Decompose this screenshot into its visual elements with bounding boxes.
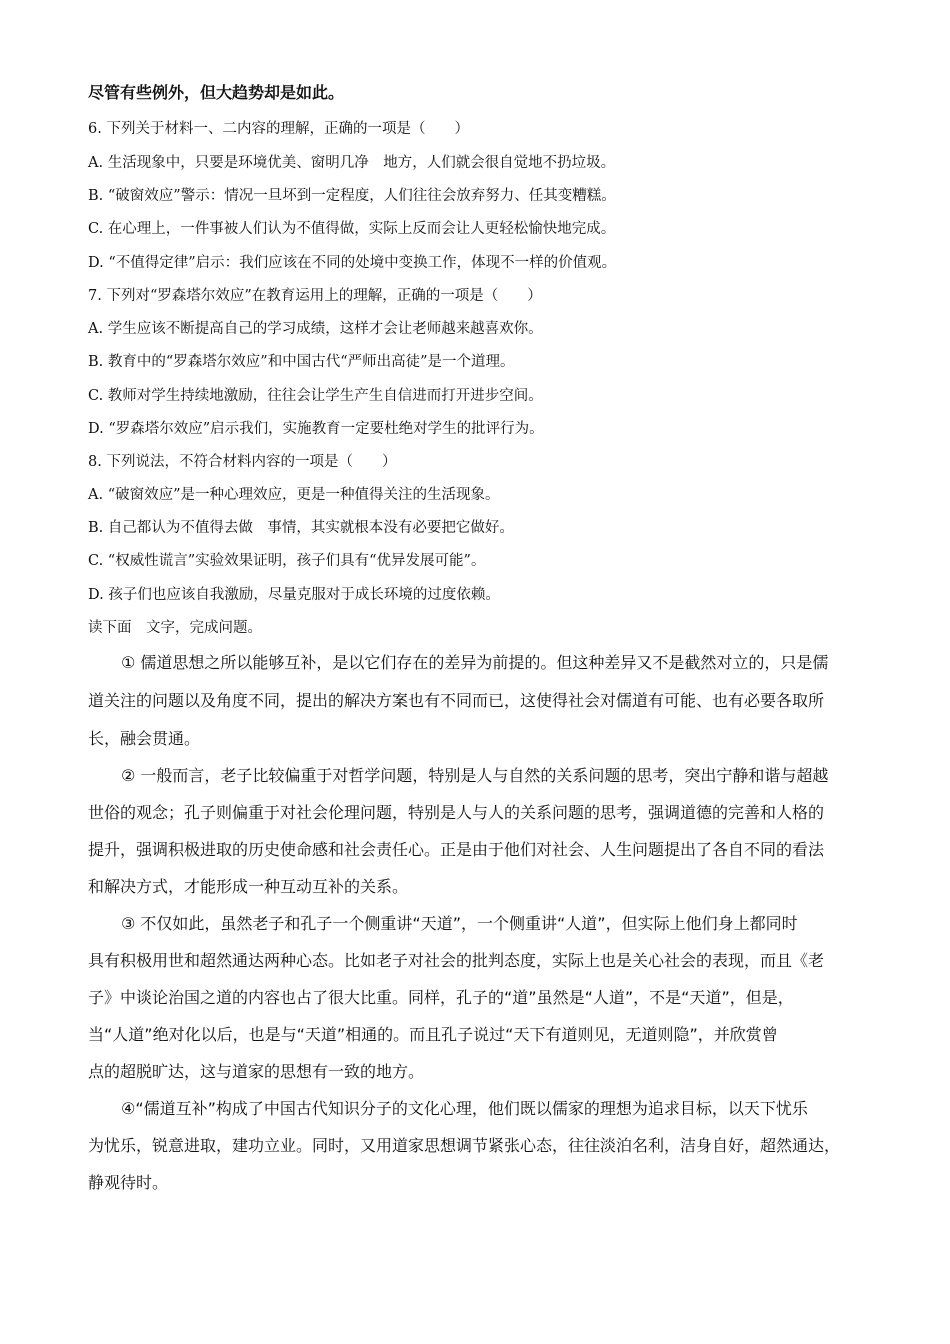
- question-6-option-a: A. 生活现象中，只要是环境优美、窗明几净 地方，人们就会很自觉地不扔垃圾。: [88, 155, 616, 171]
- question-7-option-d: D. “罗森塔尔效应”启示我们，实施教育一定要杜绝对学生的批评行为。: [88, 421, 544, 437]
- passage-line: 道关注的问题以及角度不同，提出的解决方案也有不同而已，这使得社会对儒道有可能、也有必要各取所: [88, 691, 825, 710]
- passage-line: 提升，强调积极进取的历史使命感和社会责任心。正是由于他们对社会、人生问题提出了各自不同的看法: [88, 840, 825, 859]
- passage-line: ④“儒道互补”构成了中国古代知识分子的文化心理，他们既以儒家的理想为追求目标，以天下忧乐: [121, 1099, 808, 1118]
- question-7-option-b: B. 教育中的“罗森塔尔效应”和中国古代“严师出高徒”是一个道理。: [88, 354, 515, 370]
- question-8-option-c: C. “权威性谎言”实验效果证明，孩子们具有“优异发展可能”。: [88, 553, 486, 569]
- passage-line: ③ 不仅如此，虽然老子和孔子一个侧重讲“天道”，一个侧重讲“人道”，但实际上他们身上都同时: [121, 914, 798, 933]
- question-6-option-c: C. 在心理上，一件事被人们认为不值得做，实际上反而会让人更轻松愉快地完成。: [88, 221, 616, 237]
- passage-line: 世俗的观念；孔子则偏重于对社会伦理问题，特别是人与人的关系问题的思考，强调道德的完善和人格的: [88, 803, 825, 822]
- passage-line: 点的超脱旷达，这与道家的思想有一致的地方。: [88, 1062, 425, 1081]
- question-7-option-c: C. 教师对学生持续地激励，往往会让学生产生自信进而打开进步空间。: [88, 388, 543, 404]
- passage-line: 子》中谈论治国之道的内容也占了很大比重。同样，孔子的“道”虽然是“人道”，不是“天道”，但是，: [88, 988, 794, 1007]
- question-7-option-a: A. 学生应该不断提高自己的学习成绩，这样才会让老师越来越喜欢你。: [88, 321, 543, 337]
- question-8-option-a: A. “破窗效应”是一种心理效应，更是一种值得关注的生活现象。: [88, 487, 500, 503]
- passage-line: 静观待时。: [88, 1173, 169, 1192]
- question-8-option-d: D. 孩子们也应该自我激励，尽量克服对于成长环境的过度依赖。: [88, 587, 500, 603]
- intro-tail-text: 尽管有些例外，但大趋势却是如此。: [88, 83, 345, 102]
- passage-line: ① 儒道思想之所以能够互补，是以它们存在的差异为前提的。但这种差异又不是截然对立的，只是儒: [121, 653, 829, 672]
- question-8-option-b: B. 自己都认为不值得去做 事情，其实就根本没有必要把它做好。: [88, 520, 514, 536]
- question-7-stem: 7. 下列对“罗森塔尔效应”在教育运用上的理解，正确的一项是（ ）: [88, 288, 542, 304]
- reading-prompt: 读下面 文字，完成问题。: [88, 620, 262, 636]
- question-6-option-b: B. “破窗效应”警示：情况一旦坏到一定程度，人们往往会放弃努力、任其变糟糕。: [88, 188, 616, 204]
- question-6-stem: 6. 下列关于材料一、二内容的理解，正确的一项是（ ）: [88, 121, 469, 137]
- passage-line: 和解决方式，才能形成一种互动互补的关系。: [88, 877, 409, 896]
- question-8-stem: 8. 下列说法，不符合材料内容的一项是（ ）: [88, 454, 397, 470]
- passage-line: ② 一般而言，老子比较偏重于对哲学问题，特别是人与自然的关系问题的思考，突出宁静和谐与超越: [121, 766, 829, 785]
- passage-line: 当“人道”绝对化以后，也是与“天道”相通的。而且孔子说过“天下有道则见，无道则隐”，并欣赏曾: [88, 1025, 778, 1044]
- passage-line: 具有积极用世和超然通达两种心态。比如老子对社会的批判态度，实际上也是关心社会的表现，而且《老: [88, 951, 825, 970]
- passage-line: 长，融会贯通。: [88, 729, 201, 748]
- passage-line: 为忧乐，锐意进取，建功立业。同时，又用道家思想调节紧张心态，往往淡泊名利，洁身自好，超然通达，: [88, 1136, 841, 1155]
- question-6-option-d: D. “不值得定律”启示：我们应该在不同的处境中变换工作，体现不一样的价值观。: [88, 255, 617, 271]
